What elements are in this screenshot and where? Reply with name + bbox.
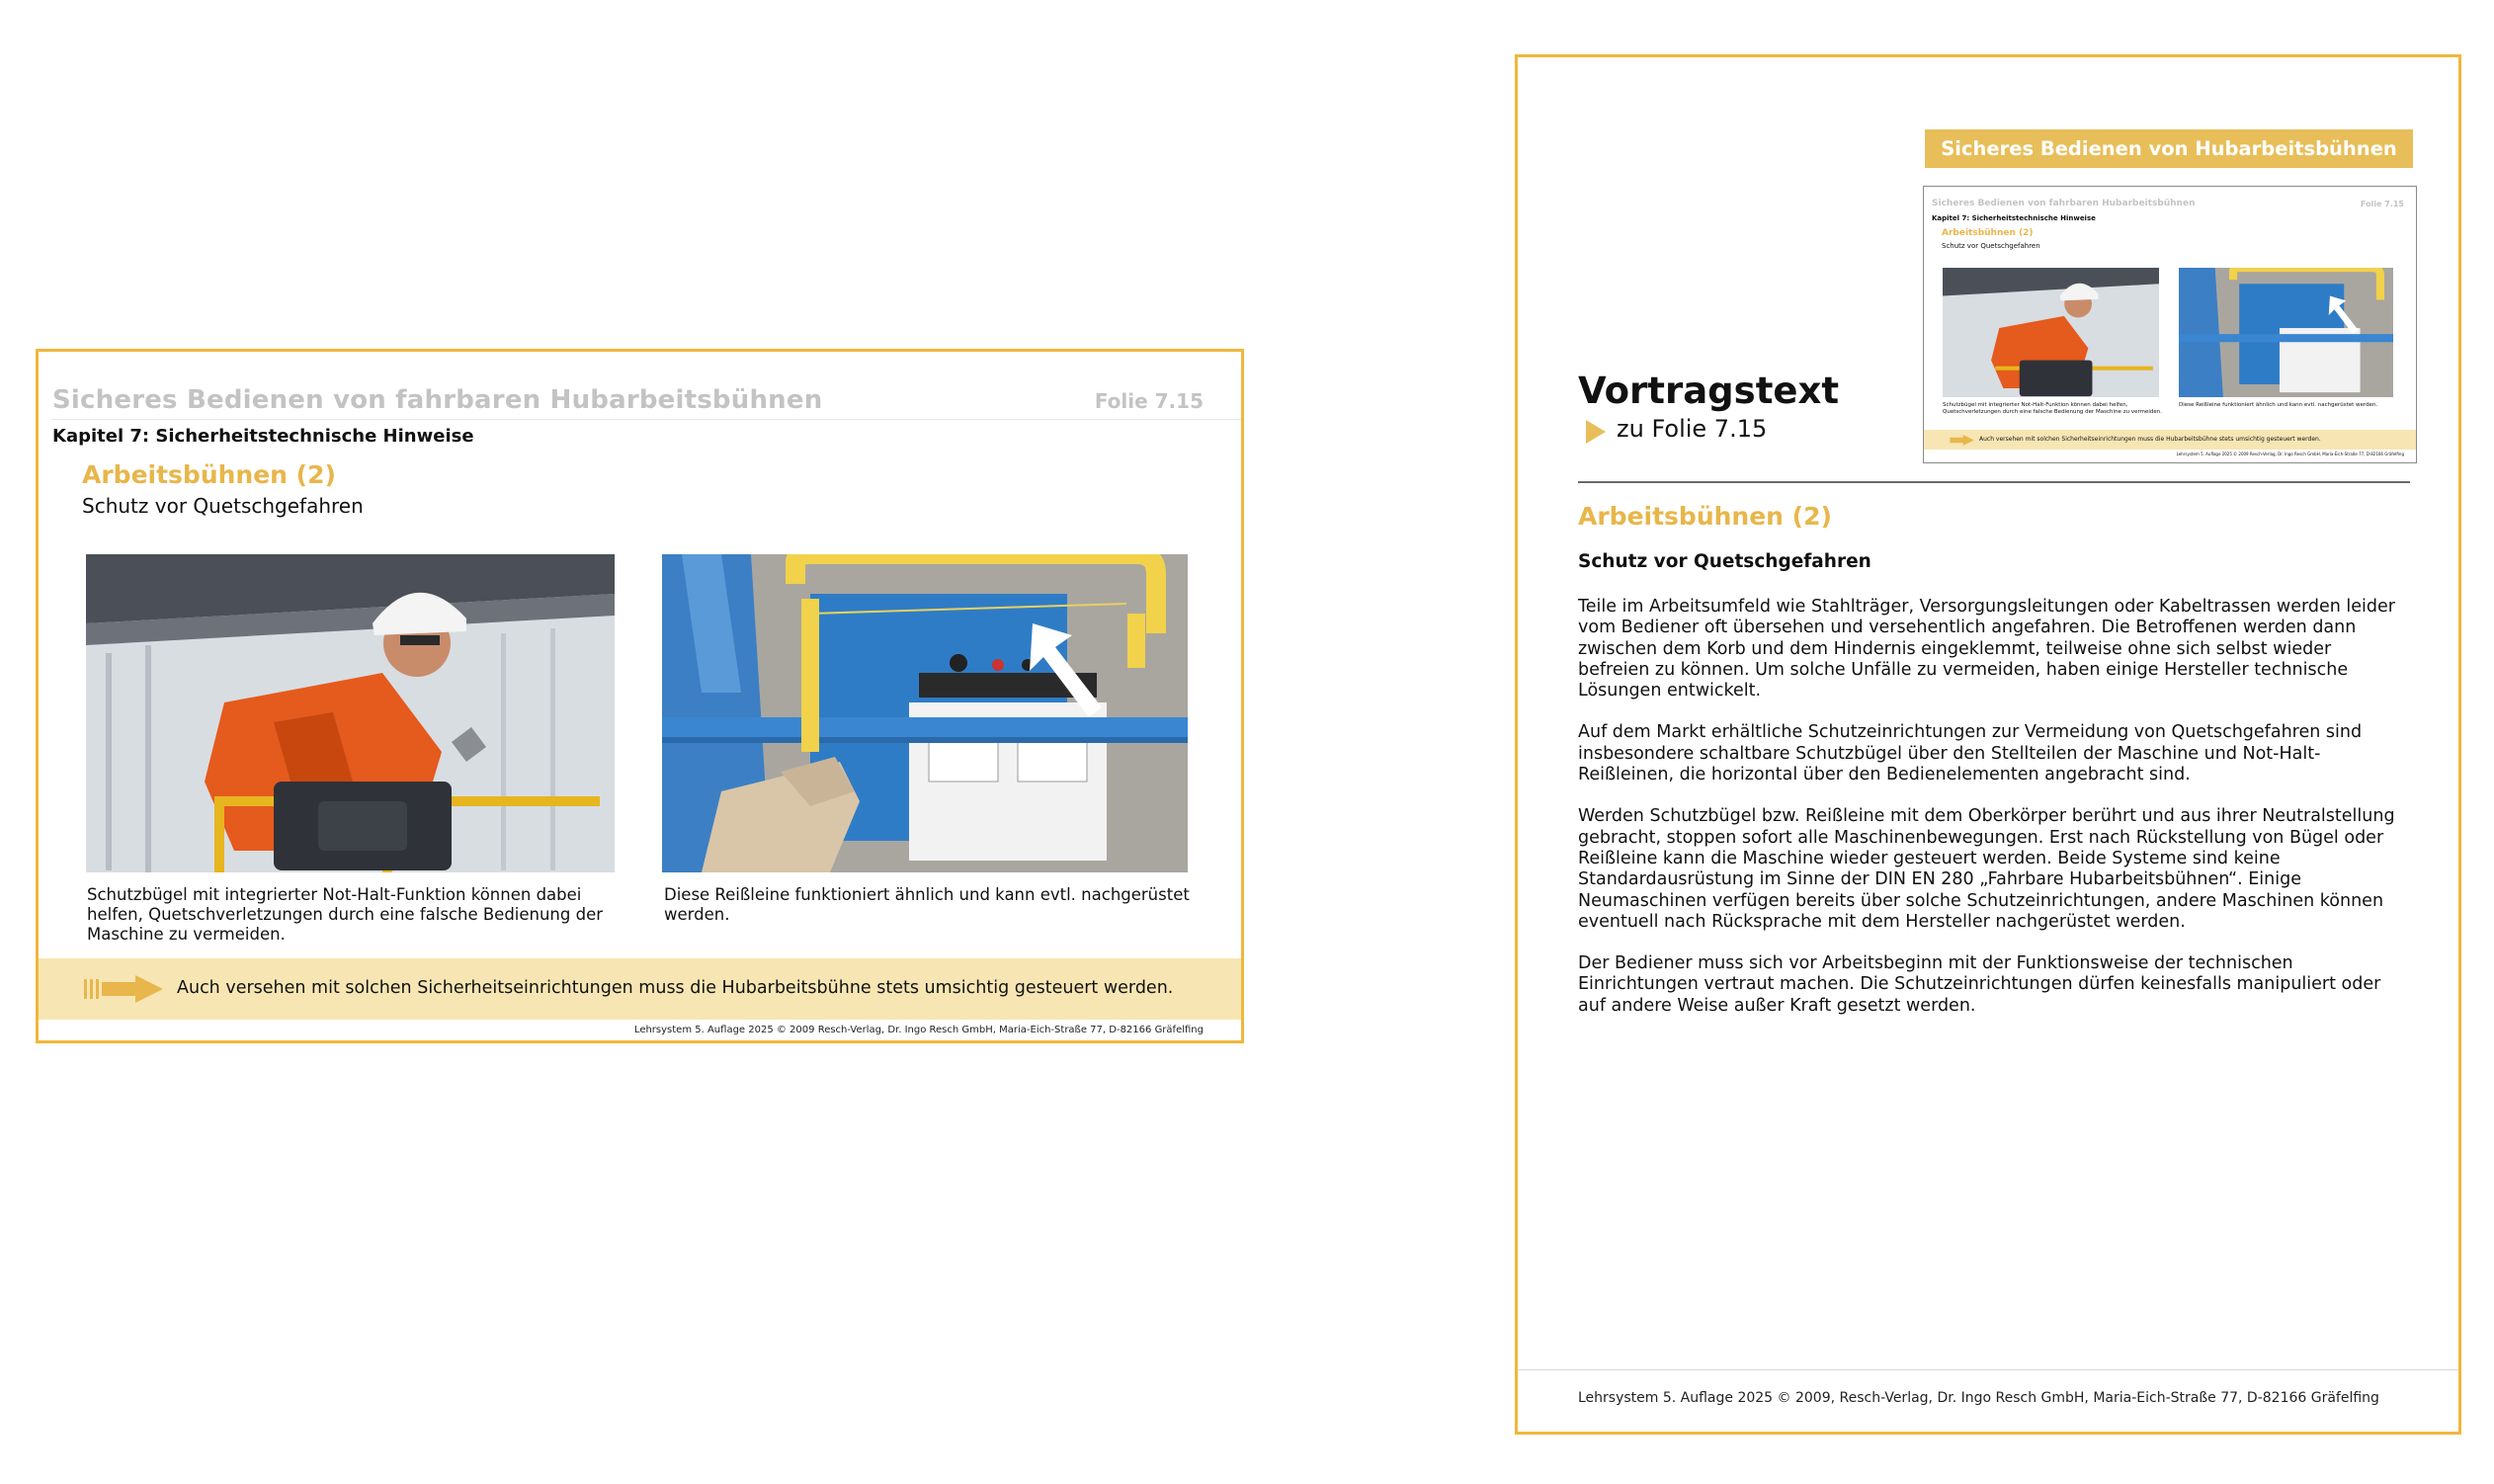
slide-subheading: Schutz vor Quetschgefahren [82,494,364,518]
slide-number: Folie 7.15 [1094,389,1204,413]
title-divider [52,419,1241,420]
thumb-footer: Lehrsystem 5. Auflage 2025 © 2009 Resch-Verlag, Dr. Ingo Resch GmbH, Maria-Eich-Straße 77, D-82166 Gräfelfing [2176,452,2404,456]
thumb-note-band [1924,430,2416,450]
caption-left: Schutzbügel mit integrierter Not-Halt-Funktion können dabei helfen, Quetschverletzungen durch eine falsche Bedienung der Maschine zu vermeiden. [87,885,604,944]
body-text [1578,597,2403,1037]
thumb-photo-lanyard [2179,268,2393,397]
vortragstext-title: Vortragstext [1578,370,1840,412]
paragraph: Teile im Arbeitsumfeld wie Stahlträger, Versorgungsleitungen oder Kabeltrassen werden leider vom Bediener oft übersehen und versehentlich angefahren. Die Betroffenen werden dann zwischen dem Korb und dem Hindernis eingeklemmt, teilweise ohne sich selbst wieder befreien zu können. Um solche Unfälle zu vermeiden, haben einige Hersteller technische Lösungen entwickelt. [1578,597,2395,701]
photo-worker-in-basket [86,554,615,872]
handout-page [1515,54,2461,1435]
thumb-photo-worker [1943,268,2159,397]
page-heading: Arbeitsbühnen (2) [1578,502,1832,531]
paragraph: Werden Schutzbügel bzw. Reißleine mit dem Oberkörper berührt und aus ihrer Neutralstellung gebracht, stoppen sofort alle Maschinenbewegungen. Erst nach Rückstellung von Bügel oder Reißleine kann die Maschine wieder gesteuert werden. Beide Systeme sind keine Standardausrüstung im Sinne der DIN EN 280 „Fahrbare Hubarbeitsbühnen“. Einige Neumaschinen verfügen bereits über solche Schutzeinrichtungen, andere Maschinen können eventuell nach Rücksprache mit dem Hersteller nachgerüstet werden. [1578,806,2395,932]
thumb-title: Sicheres Bedienen von fahrbaren Hubarbeitsbühnen [1932,199,2196,208]
page-footer: Lehrsystem 5. Auflage 2025 © 2009, Resch-Verlag, Dr. Ingo Resch GmbH, Maria-Eich-Straße 77, D-82166 Gräfelfing [1578,1390,2379,1406]
triangle-pointer-icon [1586,420,1606,444]
section-divider [1578,481,2410,483]
page-subheading: Schutz vor Quetschgefahren [1578,551,1871,572]
thumb-right-arrow-icon [1943,435,1974,446]
slide-thumbnail [1923,186,2417,463]
note-band [39,958,1241,1020]
paragraph: Auf dem Markt erhältliche Schutzeinrichtungen zur Vermeidung von Quetschgefahren sind insbesondere schaltbare Schutzbügel über den Stellteilen der Maschine und Not-Halt-Reißleinen, die horizontal über den Bedienelementen angebracht sind. [1578,722,2363,785]
thumb-subheading: Schutz vor Quetschgefahren [1942,242,2040,250]
thumb-caption-right: Diese Reißleine funktioniert ähnlich und kann evtl. nachgerüstet werden. [2179,402,2378,408]
note-band-text: Auch versehen mit solchen Sicherheitseinrichtungen muss die Hubarbeitsbühne stets umsichtig gesteuert werden. [177,978,1174,998]
right-arrow-icon [84,975,163,1003]
thumb-caption-left: Schutzbügel mit integrierter Not-Halt-Funktion können dabei helfen, Quetschverletzungen durch eine falsche Bedienung der Maschine zu vermeiden. [1943,402,2162,415]
paragraph: Der Bediener muss sich vor Arbeitsbeginn mit der Funktionsweise der technischen Einrichtungen vertraut machen. Die Schutzeinrichtungen dürfen keinesfalls manipuliert oder auf andere Weise außer Kraft gesetzt werden. [1578,953,2381,1016]
thumb-note-text: Auch versehen mit solchen Sicherheitseinrichtungen muss die Hubarbeitsbühne stets umsichtig gesteuert werden. [1979,436,2321,443]
photo-lanyard-control [662,554,1188,872]
footer-divider [1518,1369,2458,1370]
slide-footer: Lehrsystem 5. Auflage 2025 © 2009 Resch-Verlag, Dr. Ingo Resch GmbH, Maria-Eich-Straße 77, D-82166 Gräfelfing [633,1025,1204,1035]
thumb-heading: Arbeitsbühnen (2) [1942,228,2034,238]
page-badge: Sicheres Bedienen von Hubarbeitsbühnen [1925,129,2413,168]
slide-title: Sicheres Bedienen von fahrbaren Hubarbeitsbühnen [52,385,823,415]
zu-folie-label: zu Folie 7.15 [1617,415,1768,443]
thumb-chapter: Kapitel 7: Sicherheitstechnische Hinweise [1932,214,2096,222]
thumb-folie: Folie 7.15 [2360,200,2404,208]
slide [36,349,1244,1043]
chapter-label: Kapitel 7: Sicherheitstechnische Hinweise [52,426,474,447]
slide-heading: Arbeitsbühnen (2) [82,460,336,489]
caption-right: Diese Reißleine funktioniert ähnlich und kann evtl. nachgerüstet werden. [664,885,1190,924]
